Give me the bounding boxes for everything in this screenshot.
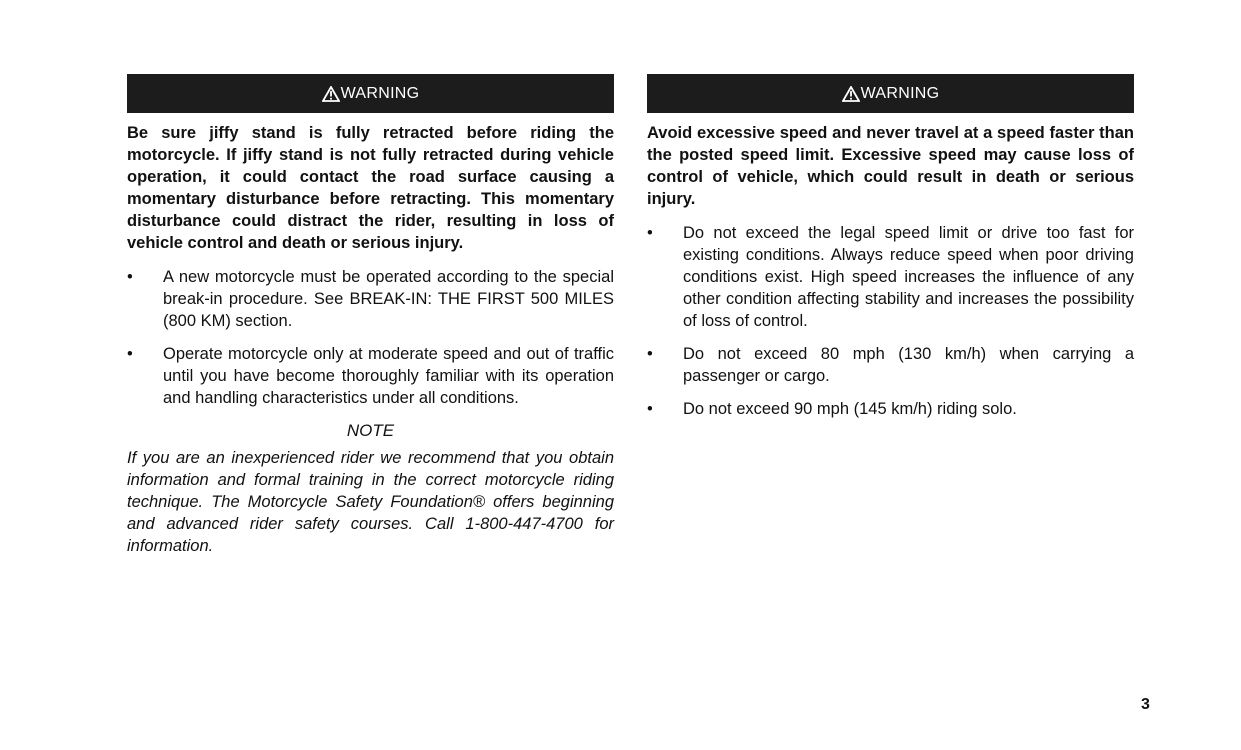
bullet-list [127,266,614,409]
left-column [127,74,614,557]
warning-header [647,74,1134,113]
list-item [127,343,614,409]
warning-triangle-icon [322,86,340,102]
page-number: 3 [1141,696,1150,713]
list-item [647,222,1134,332]
list-item-text: Do not exceed the legal speed limit or drive too fast for existing conditions. Always reduce speed when poor driving conditions exist. High speed increases the influence of any other condition affecting stability and increases the possibility of loss of control. [683,224,1134,330]
bullet-marker: • [127,345,133,363]
bullet-marker: • [647,400,653,418]
bullet-marker: • [127,268,133,286]
note-text: If you are an inexperienced rider we recommend that you obtain information and formal training in the correct motorcycle riding technique. The Motorcycle Safety Foundation® offers beginning and advanced rider safety courses. Call 1-800-447-4700 for information. [127,449,614,555]
warning-text: Be sure jiffy stand is fully retracted before riding the motorcycle. If jiffy stand is not fully retracted during vehicle operation, it could contact the road surface causing a momentary disturbance before retracting. This momentary disturbance could distract the rider, resulting in loss of vehicle control and death or serious injury. [127,124,614,252]
list-item [127,266,614,332]
bullet-marker: • [647,345,653,363]
list-item-text: Do not exceed 90 mph (145 km/h) riding solo. [683,400,1017,418]
note-heading: NOTE [346,421,395,440]
right-column [647,74,1134,431]
warning-label: WARNING [860,84,940,102]
list-item-text: A new motorcycle must be operated according to the special break-in procedure. See BREAK-IN: THE FIRST 500 MILES (800 KM) section. [163,268,614,330]
warning-header [127,74,614,113]
warning-label: WARNING [340,84,420,102]
list-item-text: Operate motorcycle only at moderate speed and out of traffic until you have become thoroughly familiar with its operation and handling characteristics under all conditions. [163,345,614,407]
bullet-marker: • [647,224,653,242]
list-item [647,398,1134,420]
list-item [647,343,1134,387]
warning-text: Avoid excessive speed and never travel at a speed faster than the posted speed limit. Excessive speed may cause loss of control of vehicle, which could result in death or serious injury. [647,124,1134,208]
list-item-text: Do not exceed 80 mph (130 km/h) when carrying a passenger or cargo. [683,345,1134,385]
warning-triangle-icon [842,86,860,102]
bullet-list [647,222,1134,420]
